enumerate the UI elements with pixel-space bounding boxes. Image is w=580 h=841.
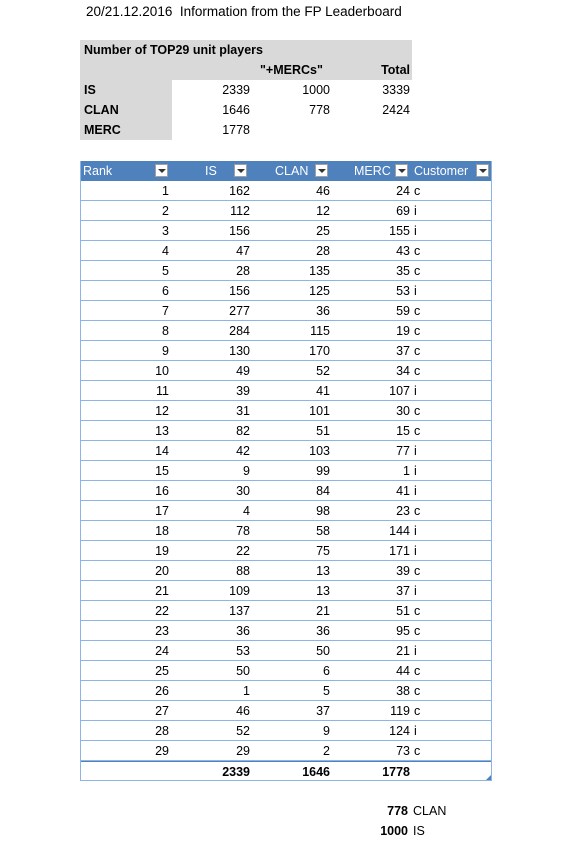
cell-clan: 115 [310,324,330,338]
summary-row [80,80,412,100]
cell-merc: 37 [396,584,410,598]
summary-row-label: MERC [80,120,172,140]
cell-clan: 13 [316,564,330,578]
header-clan: CLAN [275,164,309,178]
table-row [80,561,492,581]
cell-clan: 125 [309,284,330,298]
table-row [80,741,492,761]
table-row [80,261,492,281]
table-row [80,621,492,641]
cell-merc: 59 [396,304,410,318]
table-row [80,221,492,241]
cell-customer: c [414,324,421,338]
summary-heading-row [80,40,412,60]
table-resize-handle[interactable] [486,775,491,780]
table-row [80,521,492,541]
table-row [80,281,492,301]
cell-clan: 135 [309,264,330,278]
cell-clan: 50 [316,644,330,658]
summary-row-total [332,120,410,140]
cell-customer: i [414,204,417,218]
cell-is: 29 [236,744,250,758]
table-total-row [80,761,492,781]
cell-merc: 44 [396,664,410,678]
cell-merc: 30 [396,404,410,418]
cell-is: 277 [229,304,250,318]
cell-clan: 12 [316,204,330,218]
table-row [80,581,492,601]
cell-rank: 27 [155,704,169,718]
cell-clan: 9 [323,724,330,738]
cell-clan: 46 [316,184,330,198]
table-row [80,681,492,701]
cell-merc: 35 [396,264,410,278]
cell-clan: 6 [323,664,330,678]
total-merc: 1778 [382,765,410,779]
summary-row-label: IS [80,80,172,100]
cell-customer: i [414,644,417,658]
cell-is: 4 [243,504,250,518]
cell-customer: c [414,664,421,678]
table-row [80,381,492,401]
cell-clan: 28 [316,244,330,258]
cell-merc: 37 [396,344,410,358]
table-row [80,241,492,261]
leaderboard-table [80,161,492,781]
cell-customer: i [414,224,417,238]
cell-merc: 51 [396,604,410,618]
table-row [80,361,492,381]
cell-rank: 11 [156,384,169,398]
cell-rank: 10 [155,364,169,378]
summary-row-count: 1778 [222,123,250,137]
summary-col-mercs: "+MERCs" [260,63,323,77]
cell-is: 22 [236,544,250,558]
cell-clan: 51 [316,424,330,438]
table-row [80,661,492,681]
cell-customer: c [414,684,421,698]
cell-clan: 75 [316,544,330,558]
cell-customer: c [414,504,421,518]
summary-row-count: 2339 [222,83,250,97]
cell-is: 156 [229,284,250,298]
cell-merc: 119 [390,704,410,718]
cell-clan: 25 [316,224,330,238]
cell-rank: 26 [155,684,169,698]
cell-customer: i [414,584,417,598]
cell-customer: c [414,744,421,758]
cell-merc: 34 [396,364,410,378]
cell-clan: 52 [316,364,330,378]
cell-clan: 84 [316,484,330,498]
summary-row-mercs [252,120,330,140]
cell-is: 42 [236,444,250,458]
cell-rank: 17 [155,504,169,518]
cell-merc: 41 [396,484,410,498]
cell-merc: 107 [389,384,410,398]
cell-clan: 21 [316,604,330,618]
cell-customer: c [414,564,421,578]
summary-row-count: 1646 [222,103,250,117]
table-row [80,721,492,741]
summary-col-total: Total [381,63,410,77]
cell-customer: i [414,284,417,298]
cell-customer: i [414,464,417,478]
cell-is: 28 [236,264,250,278]
cell-merc: 155 [389,224,410,238]
cell-customer: c [414,364,421,378]
cell-rank: 19 [155,544,169,558]
header-customer: Customer [414,164,469,178]
cell-customer: c [414,264,421,278]
table-row [80,401,492,421]
cell-customer: c [414,604,421,618]
cell-merc: 23 [396,504,410,518]
cell-is: 112 [230,204,250,218]
table-row [80,601,492,621]
cell-clan: 170 [309,344,330,358]
cell-is: 30 [236,484,250,498]
summary-row [80,120,412,140]
table-body [80,181,492,761]
note-clan-number: 778 [387,804,408,818]
cell-rank: 6 [162,284,169,298]
cell-rank: 8 [162,324,169,338]
filter-dropdown-icon[interactable] [234,164,247,177]
table-row [80,641,492,661]
cell-rank: 1 [162,184,169,198]
cell-is: 156 [229,224,250,238]
cell-clan: 99 [316,464,330,478]
cell-merc: 144 [389,524,410,538]
cell-clan: 13 [316,584,330,598]
cell-rank: 7 [162,304,169,318]
cell-merc: 73 [396,744,410,758]
cell-is: 82 [236,424,250,438]
total-clan: 1646 [302,765,330,779]
note-is [340,821,520,841]
cell-merc: 43 [396,244,410,258]
cell-merc: 77 [396,444,410,458]
table-row [80,541,492,561]
cell-customer: c [414,404,421,418]
cell-is: 31 [236,404,250,418]
cell-clan: 36 [316,624,330,638]
table-row [80,501,492,521]
cell-merc: 53 [396,284,410,298]
table-row [80,301,492,321]
table-row [80,201,492,221]
summary-row-total: 3339 [382,83,410,97]
cell-rank: 16 [155,484,169,498]
summary-rows [80,80,412,140]
table-header-row [80,161,492,181]
cell-rank: 2 [162,204,169,218]
cell-clan: 36 [316,304,330,318]
cell-customer: c [414,344,421,358]
cell-merc: 171 [389,544,410,558]
cell-rank: 9 [162,344,169,358]
cell-customer: c [414,304,421,318]
cell-rank: 28 [155,724,169,738]
table-row [80,341,492,361]
cell-is: 9 [243,464,250,478]
cell-rank: 25 [155,664,169,678]
filter-dropdown-icon[interactable] [315,164,328,177]
cell-merc: 69 [396,204,410,218]
cell-is: 36 [236,624,250,638]
table-row [80,181,492,201]
cell-clan: 37 [316,704,330,718]
table-row [80,441,492,461]
cell-is: 130 [229,344,250,358]
cell-is: 284 [229,324,250,338]
summary-heading: Number of TOP29 unit players [84,43,263,57]
cell-clan: 5 [323,684,330,698]
cell-customer: i [414,544,417,558]
summary-row-mercs: 778 [309,103,330,117]
cell-customer: c [414,624,421,638]
cell-rank: 20 [155,564,169,578]
header-rank: Rank [83,164,113,178]
cell-rank: 29 [155,744,169,758]
table-row [80,421,492,441]
cell-is: 1 [243,684,250,698]
cell-clan: 103 [309,444,330,458]
cell-is: 109 [229,584,250,598]
cell-is: 137 [229,604,250,618]
cell-rank: 4 [162,244,169,258]
cell-customer: i [414,444,417,458]
cell-customer: c [414,244,421,258]
filter-dropdown-icon[interactable] [155,164,168,177]
cell-rank: 5 [162,264,169,278]
cell-rank: 18 [155,524,169,538]
cell-merc: 24 [396,184,410,198]
cell-rank: 3 [162,224,169,238]
cell-is: 46 [236,704,250,718]
cell-rank: 21 [155,584,169,598]
cell-merc: 15 [396,424,410,438]
cell-customer: c [414,424,421,438]
cell-is: 39 [236,384,250,398]
summary-row-total: 2424 [382,103,410,117]
cell-customer: i [414,384,417,398]
cell-is: 47 [236,244,250,258]
cell-merc: 124 [389,724,410,738]
cell-clan: 2 [323,744,330,758]
summary-row-label: CLAN [80,100,172,120]
summary-row [80,100,412,120]
header-merc: MERC [354,164,391,178]
cell-customer: i [414,484,417,498]
filter-dropdown-icon[interactable] [476,164,489,177]
cell-is: 49 [236,364,250,378]
cell-merc: 95 [396,624,410,638]
note-is-number: 1000 [380,824,408,838]
cell-is: 162 [229,184,250,198]
summary-subheading-row [80,60,412,80]
sheet-title: 20/21.12.2016 Information from the FP Leaderboard [86,4,402,19]
cell-merc: 21 [396,644,410,658]
cell-customer: i [414,524,417,538]
filter-dropdown-icon[interactable] [395,164,408,177]
cell-clan: 98 [316,504,330,518]
cell-clan: 101 [309,404,330,418]
table-row [80,481,492,501]
cell-customer: c [414,704,421,718]
table-row [80,321,492,341]
cell-clan: 58 [316,524,330,538]
note-clan-label: CLAN [413,804,447,818]
cell-rank: 12 [155,404,169,418]
note-is-label: IS [413,824,425,838]
cell-rank: 15 [155,464,169,478]
cell-is: 88 [236,564,250,578]
header-is: IS [205,164,217,178]
cell-is: 53 [236,644,250,658]
total-is: 2339 [222,765,250,779]
cell-is: 78 [236,524,250,538]
cell-rank: 23 [155,624,169,638]
cell-rank: 22 [155,604,169,618]
cell-rank: 14 [155,444,169,458]
cell-is: 50 [236,664,250,678]
cell-customer: c [414,184,421,198]
table-row [80,701,492,721]
summary-row-mercs: 1000 [302,83,330,97]
cell-customer: i [414,724,417,738]
cell-merc: 1 [403,464,410,478]
note-clan [340,801,520,821]
cell-merc: 39 [396,564,410,578]
cell-rank: 24 [155,644,169,658]
cell-merc: 19 [396,324,410,338]
table-row [80,461,492,481]
cell-is: 52 [236,724,250,738]
cell-merc: 38 [396,684,410,698]
cell-rank: 13 [155,424,169,438]
cell-clan: 41 [316,384,330,398]
